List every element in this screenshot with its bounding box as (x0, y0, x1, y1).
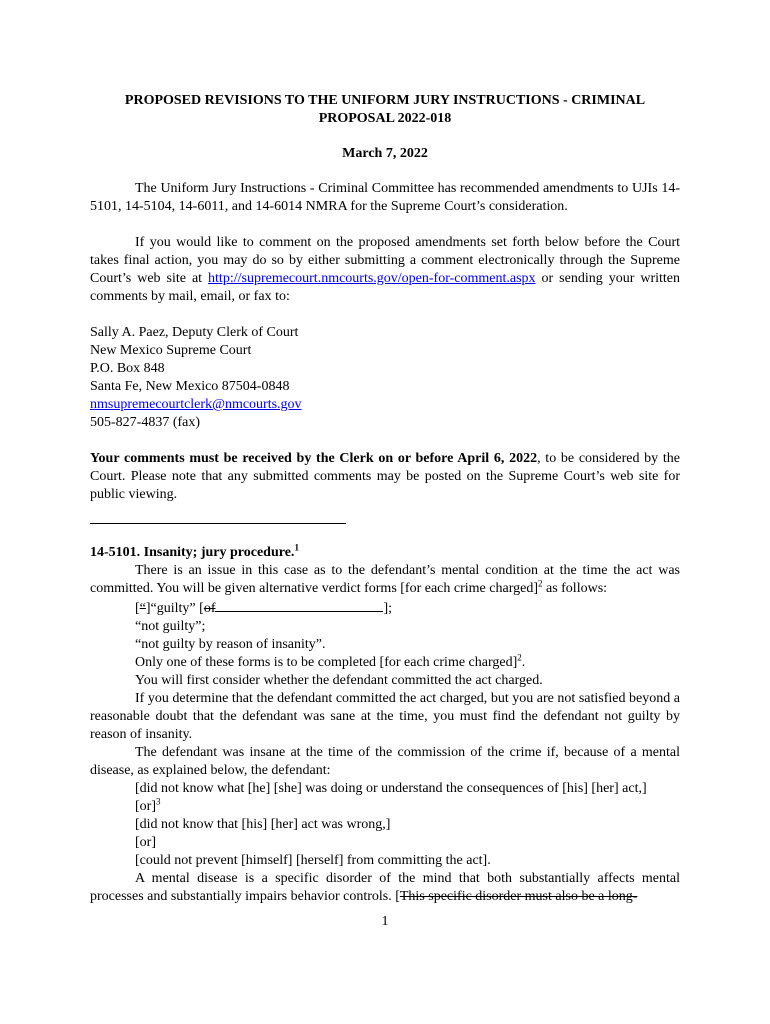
option-did-not-know: [did not know what [he] [she] was doing or understand the consequences of [his] [her] act,] (135, 781, 647, 796)
insanity-options-list (90, 780, 680, 870)
address-court: New Mexico Supreme Court (90, 343, 252, 358)
footnote-ref-1: 1 (294, 542, 299, 553)
document-page (90, 92, 680, 906)
section-heading-text: 14-5101. Insanity; jury procedure. (90, 545, 295, 560)
insanity-definition-paragraph: The defendant was insane at the time of the commission of the crime if, because of a mental disease, as explained below, the defendant: (90, 745, 680, 778)
only-one-form-text (135, 654, 680, 672)
instruction-p1-text: There is an issue in this case as to the defendant’s mental condition at the time the act was committed. You will be given alternative verdict forms [for each crime charged] (90, 563, 680, 596)
section-divider (90, 523, 346, 524)
verdict-forms-list (90, 598, 680, 690)
address-city: Santa Fe, New Mexico 87504-0848 (90, 379, 290, 394)
instruction-p1-end: as follows: (542, 581, 608, 596)
if-determine-paragraph: If you determine that the defendant committed the act charged, but you are not satisfied beyond a reasonable doubt that the defendant was sane at the time, you must find the defendant not guilty by reason of insanity. (90, 691, 680, 742)
deadline-rest-text: , to be considered by the Court. Please note that any submitted comments may be posted on the Supreme Court’s web site for public viewing. (90, 451, 680, 502)
deadline-notice (90, 450, 680, 504)
blank-line (215, 598, 383, 612)
deadline-bold-text: Your comments must be received by the Clerk on or before April 6, 2022 (90, 451, 538, 466)
intro-paragraph-2 (90, 234, 680, 306)
verdict-form-insanity: “not guilty by reason of insanity”. (135, 637, 326, 652)
or-text-1: [or] (135, 799, 156, 814)
comment-url-link[interactable]: http://supremecourt.nmcourts.gov/open-for-comment.aspx (208, 271, 536, 286)
mailing-address (90, 324, 680, 432)
document-title (90, 92, 680, 128)
footnote-ref-2b: 2 (517, 652, 522, 663)
form1-struck-of: of (203, 601, 216, 616)
address-fax: 505-827-4837 (fax) (90, 415, 201, 430)
title-line-1: PROPOSED REVISIONS TO THE UNIFORM JURY INSTRUCTIONS - CRIMINAL (124, 93, 646, 108)
mental-disease-text: A mental disease is a specific disorder of the mind that both substantially affects mental processes and substantially impairs behavior controls. [ (90, 871, 680, 904)
only-one-end: . (521, 655, 526, 670)
option-could-not-prevent: [could not prevent [himself] [herself] from committing the act]. (135, 853, 491, 868)
verdict-form-guilty (135, 598, 680, 618)
intro-paragraph-1: The Uniform Jury Instructions - Criminal Committee has recommended amendments to UJIs 14-5101, 14-5104, 14-6011, and 14-6014 NMRA for the Supreme Court’s consideration. (90, 181, 680, 214)
option-act-wrong: [did not know that [his] [her] act was wrong,] (135, 817, 391, 832)
only-one-text: Only one of these forms is to be completed [for each crime charged] (135, 655, 518, 670)
footnote-ref-2: 2 (537, 578, 543, 589)
document-date: March 7, 2022 (342, 146, 428, 161)
section-heading (90, 544, 680, 562)
footnote-ref-3: 3 (156, 796, 161, 807)
title-line-2: PROPOSAL 2022-018 (318, 111, 452, 126)
first-consider-text: You will first consider whether the defendant committed the act charged. (135, 673, 543, 688)
intro-p2-text-before: If you would like to comment on the proposed amendments set forth below before the Court takes final action, you may do so by either submitting a comment electronically through the Supreme Court’s web site at (90, 235, 680, 286)
form1-bracket: [ (135, 601, 140, 616)
address-po-box: P.O. Box 848 (90, 361, 165, 376)
instruction-paragraph-1 (90, 562, 680, 598)
mental-disease-struck-text: This specific disorder must also be a long- (399, 889, 638, 904)
clerk-email-link[interactable]: nmsupremecourtclerk@nmcourts.gov (90, 397, 302, 412)
page-number: 1 (381, 914, 389, 929)
or-connector-1 (135, 798, 680, 816)
form1-end: ]; (383, 601, 393, 616)
verdict-form-not-guilty: “not guilty”; (135, 619, 206, 634)
intro-p2-text-after: or sending your written comments by mail, email, or fax to: (90, 271, 680, 304)
address-name: Sally A. Paez, Deputy Clerk of Court (90, 325, 299, 340)
form1-guilty-text: ]“guilty” [ (145, 601, 204, 616)
form1-struck-quote: “ (139, 601, 146, 616)
or-connector-2: [or] (135, 835, 156, 850)
mental-disease-paragraph (90, 870, 680, 906)
